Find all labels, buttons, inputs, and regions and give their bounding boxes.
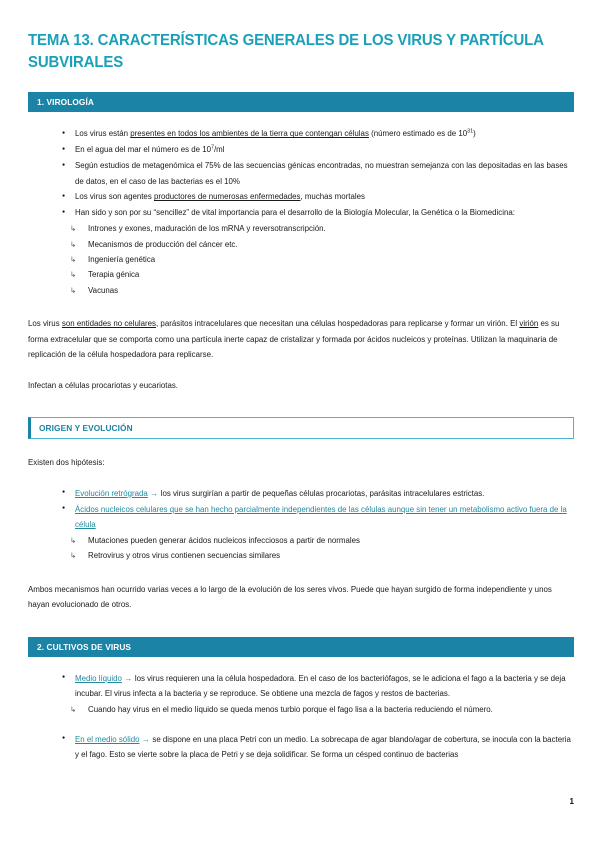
list-item: ↳ Retrovirus y otros virus contienen secuencias similares (70, 548, 574, 563)
bullet-term-highlight: En el medio sólido (75, 734, 140, 744)
superscript-exponent: 7 (210, 144, 214, 151)
origen-closing-paragraph: Ambos mecanismos han ocurrido varias veces a lo largo de la evolución de los seres vivos. Puede que hayan surgido de forma independiente y unos hayan evolucionado de otros. (28, 584, 552, 610)
bullet-text-tail: ) (473, 129, 476, 139)
bullet-text-pre: Los virus están (75, 129, 131, 139)
bullet-text: los virus requieren una la célula hospedadora. En el caso de los bacteriófagos, se le adiciona el fago a la bacteria y se deja incubar. El virus infecta a la bacteria y se reproduce. Se obtiene una mezcla de fagos y restos de bacterias. (75, 673, 566, 699)
virologia-subbullet-list (28, 221, 574, 298)
bullet-text: Según estudios de metagenómica el 75% de las secuencias génicas encontradas, no muestran semejanza con las depositadas en las bases de datos, en el caso de las bacterias es el 10% (75, 161, 568, 186)
superscript-exponent: 31 (467, 128, 474, 135)
arrow-icon: → (121, 673, 135, 683)
virologia-bullet-list (28, 126, 574, 220)
section-banner-cultivos-label: 2. CULTIVOS DE VIRUS (37, 641, 132, 652)
bullet-text-tail: /ml (213, 145, 225, 155)
bullet-text-pre: En el agua del mar el número es de 10 (75, 145, 211, 155)
list-item (62, 158, 574, 189)
subsection-banner-origen-label: ORIGEN Y EVOLUCIÓN (39, 423, 133, 434)
cultivos-bullet-list-1 (28, 671, 574, 702)
origen-bullet-list (28, 486, 574, 533)
list-item (62, 486, 574, 501)
list-item (62, 126, 574, 141)
list-item: ↳ Intrones y exones, maduración de los mRNA y reversotranscripción. (70, 221, 574, 236)
section-banner-cultivos (28, 637, 574, 657)
list-item (62, 205, 574, 220)
paragraph-text-pre: Los virus (28, 319, 62, 329)
paragraph-text-underlined-1: son entidades no celulares (61, 319, 157, 329)
arrow-icon: → (147, 488, 161, 498)
spacer (28, 718, 574, 732)
bullet-text-post: , muchas mortales (300, 192, 365, 202)
origen-subbullet-list (28, 533, 574, 564)
paragraph-text-mid-2: es su forma extracelular que se comporta como una partícula inerte capaz de cristalizar y formada por ácidos nucleicos y proteínas. Utilizan la maquinaria de replicación de la célula hospedadora para replicarse. (28, 319, 560, 360)
virologia-paragraph-1 (28, 316, 574, 363)
section-banner-virologia (28, 92, 574, 112)
list-item: ↳ Terapia génica (70, 267, 574, 282)
paragraph-text-underlined-2: virión (519, 319, 539, 329)
page-title: TEMA 13. CARACTERÍSTICAS GENERALES DE LOS VIRUS Y PARTÍCULA SUBVIRALES (28, 32, 544, 72)
bullet-text: se dispone en una placa Petri con un medio. La sobrecapa de agar blando/agar de cobertura, se inocula con la bacteria y el fago. Esto se vierte sobre la placa de Petri y se deja solidificar. Se forma un césped continuo de bacterias (75, 734, 571, 759)
bullet-text: los virus surgirían a partir de pequeñas células procariotas, parásitas intracelulares estrictas. (160, 488, 485, 498)
list-item (62, 671, 574, 702)
list-item (62, 189, 574, 204)
bullet-text-post: (número estimado es de 10 (368, 129, 468, 139)
list-item: ↳ Mecanismos de producción del cáncer etc. (70, 237, 574, 252)
bullet-term-highlight: Medio líquido (75, 673, 122, 683)
paragraph-text-mid-1: , parásitos intracelulares que necesitan una células hospedadoras para replicarse y formar un virión. El (156, 319, 520, 329)
bullet-text: Han sido y son por su “sencillez” de vital importancia para el desarrollo de la Biología Molecular, la Genética o la Biomedicina: (75, 208, 515, 218)
bullet-text-underlined: presentes en todos los ambientes de la tierra que contengan células (130, 129, 369, 139)
spacer (28, 298, 574, 316)
origen-intro-paragraph: Existen dos hipótesis: (28, 458, 105, 468)
cultivos-subbullet-list (28, 702, 574, 717)
spacer (28, 408, 574, 417)
arrow-icon: → (139, 734, 153, 744)
list-item (62, 142, 574, 157)
bullet-term-highlight: Evolución retrógrada (75, 488, 148, 498)
page-number: 1 (569, 797, 574, 806)
section-banner-virologia-label: 1. VIROLOGÍA (37, 97, 94, 108)
bullet-text-pre: Los virus son agentes (75, 192, 154, 202)
spacer (28, 628, 574, 637)
spacer (28, 564, 574, 582)
virologia-paragraph-2: Infectan a células procariotas y eucariotas. (28, 380, 179, 390)
list-item (62, 732, 574, 763)
list-item: ↳ Vacunas (70, 283, 574, 298)
subsection-banner-origen (28, 417, 574, 439)
list-item: ↳ Ingeniería genética (70, 252, 574, 267)
bullet-text-underlined: productores de numerosas enfermedades (153, 192, 301, 202)
bullet-term-highlight: Ácidos nucleicos celulares que se han hecho parcialmente independientes de las células aunque sin tener un metabolismo activo fuera de la célula (75, 504, 567, 530)
list-item: ↳ Cuando hay virus en el medio líquido se queda menos turbio porque el fago lisa a la bacteria reduciendo el número. (70, 702, 574, 717)
cultivos-bullet-list-2 (28, 732, 574, 763)
list-item (62, 502, 574, 533)
list-item: ↳ Mutaciones pueden generar ácidos nucleicos infecciosos a partir de normales (70, 533, 574, 548)
